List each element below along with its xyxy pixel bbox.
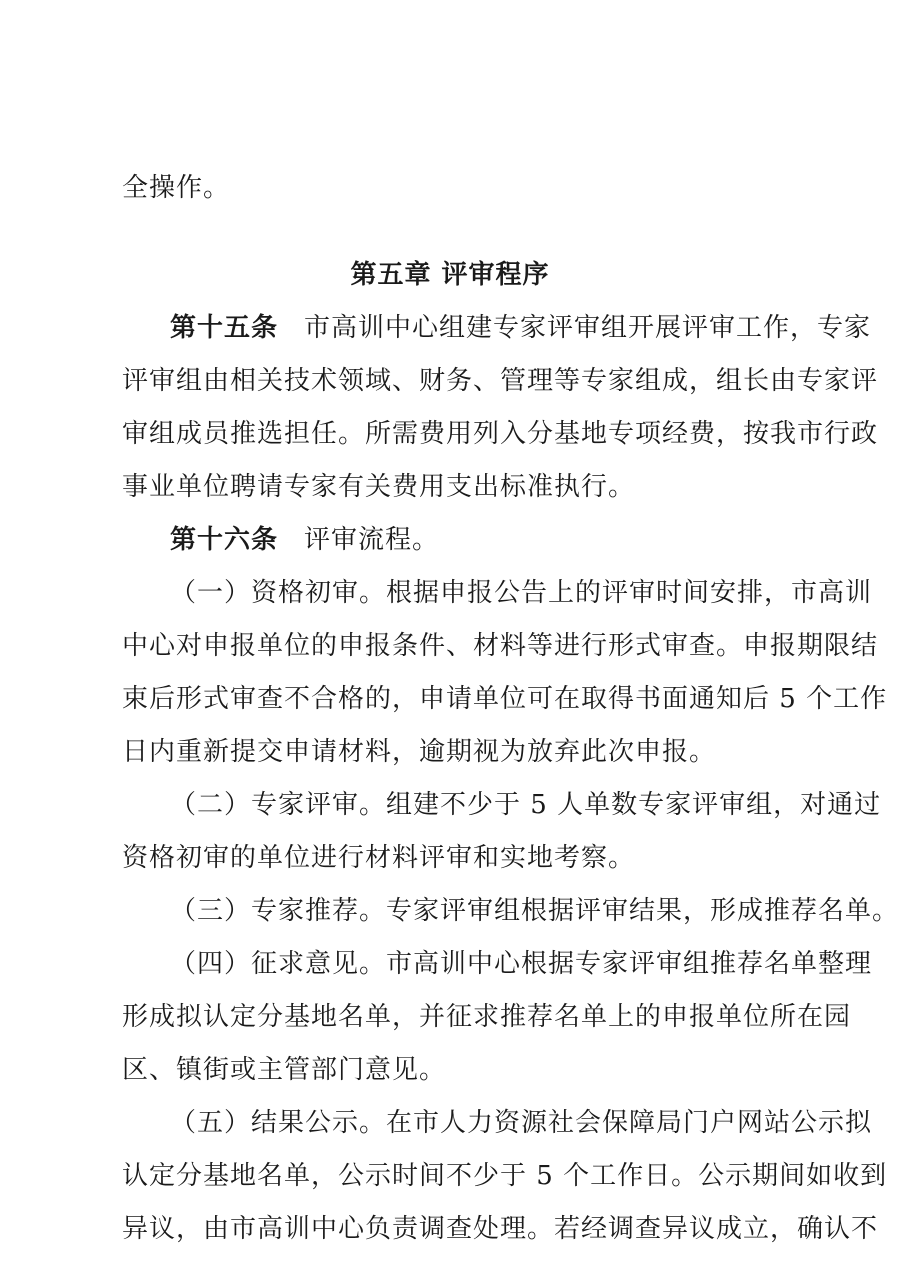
carryover-line: 全操作。 (122, 173, 231, 203)
item-2-line: （二）专家评审。组建不少于 5 人单数专家评审组，对通过 (170, 790, 882, 820)
item-4-line: （四）征求意见。市高训中心根据专家评审组推荐名单整理 (170, 949, 873, 979)
item-5-line: （五）结果公示。在市人力资源社会保障局门户网站公示拟 (170, 1108, 873, 1138)
item-4-line: 形成拟认定分基地名单，并征求推荐名单上的申报单位所在园 (122, 1002, 852, 1032)
item-5-line: 异议，由市高训中心负责调查处理。若经调查异议成立，确认不 (122, 1214, 879, 1244)
item-5-line: 认定分基地名单，公示时间不少于 5 个工作日。公示期间如收到 (122, 1161, 888, 1191)
item-1-line: 日内重新提交申请材料，逾期视为放弃此次申报。 (122, 737, 717, 767)
chapter-title: 第五章 评审程序 (350, 260, 550, 290)
article-16-line (170, 523, 794, 557)
article-15-line: 评审组由相关技术领域、财务、管理等专家组成，组长由专家评 (122, 366, 879, 396)
item-1-line: 中心对申报单位的申报条件、材料等进行形式审查。申报期限结 (122, 631, 879, 661)
item-3-line: （三）专家推荐。专家评审组根据评审结果，形成推荐名单。 (170, 896, 900, 926)
article-15-text: 市高训中心组建专家评审组开展评审工作，专家 (304, 313, 872, 343)
item-2-line: 资格初审的单位进行材料评审和实地考察。 (122, 843, 636, 873)
article-16-label: 第十六条 (170, 525, 279, 555)
item-1-line: 束后形式审查不合格的，申请单位可在取得书面通知后 5 个工作 (122, 684, 888, 714)
article-15-label: 第十五条 (170, 313, 279, 343)
item-1-line: （一）资格初审。根据申报公告上的评审时间安排，市高训 (170, 578, 873, 608)
item-4-line: 区、镇街或主管部门意见。 (122, 1055, 447, 1085)
article-15-line: 事业单位聘请专家有关费用支出标准执行。 (122, 472, 636, 502)
article-15-first-line (170, 311, 872, 345)
article-16-text: 评审流程。 (304, 525, 440, 555)
article-15-line: 审组成员推选担任。所需费用列入分基地专项经费，按我市行政 (122, 419, 879, 449)
